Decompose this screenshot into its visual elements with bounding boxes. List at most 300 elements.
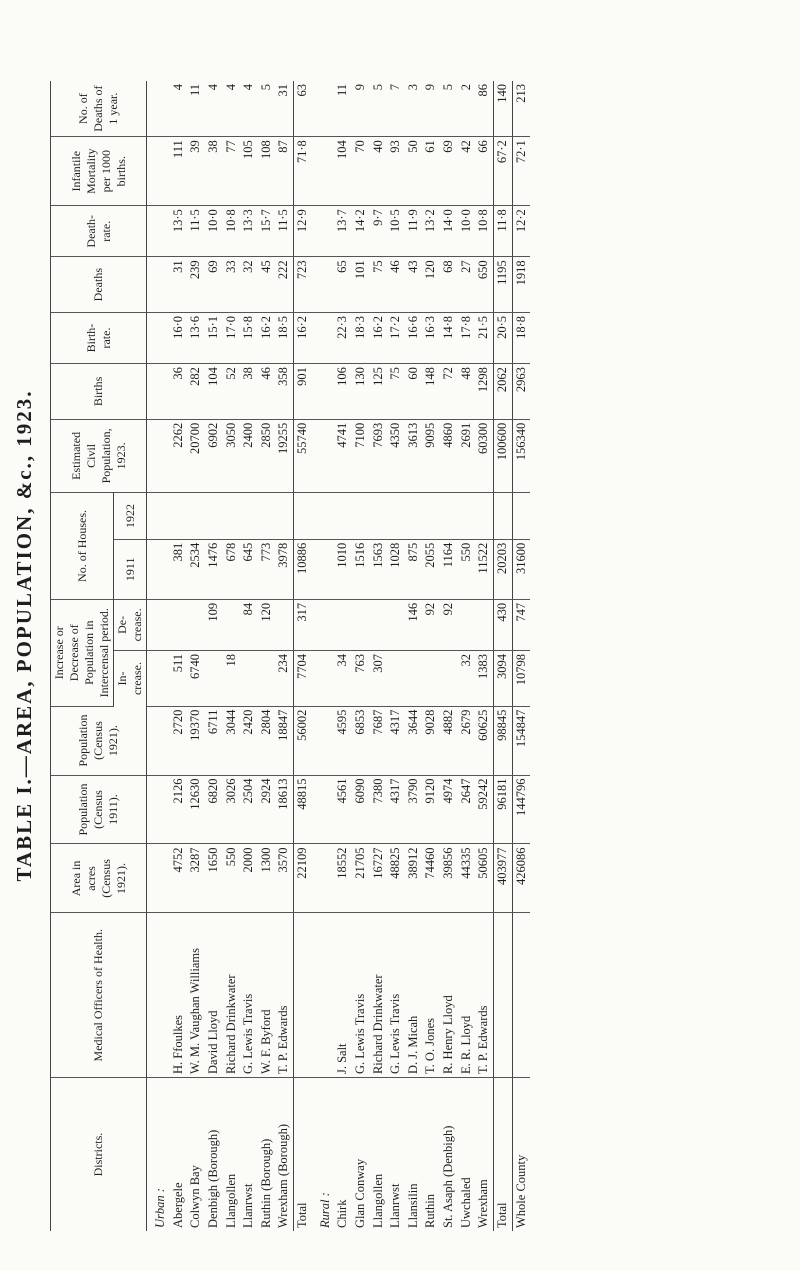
cell-p1911: 4317 [387,775,405,844]
empty-cell [147,206,170,257]
cell-est: 2850 [258,419,276,492]
district-name: Uwchaled [458,1177,473,1228]
decrease-subheader: De- crease. [114,599,147,650]
cell-deaths: 65 [334,257,352,313]
cell-br: 17·8 [458,312,476,363]
district-name: Llangollen [370,1173,385,1228]
district-name: Llangollen [223,1173,238,1228]
district-name: Total [493,1078,512,1231]
cell-est: 20700 [187,419,205,492]
empty-cell [147,650,170,706]
cell-h1922 [387,493,405,540]
cell-dec: 120 [258,599,276,650]
cell-br: 16·2 [258,312,276,363]
cell-br: 13·6 [187,312,205,363]
empty-cell [147,539,170,599]
district-name: Abergele [170,1182,185,1228]
cell-inf: 50 [405,137,423,206]
cell-br: 20·5 [493,312,512,363]
empty-cell [147,419,170,492]
cell-p1911: 96181 [493,775,512,844]
cell-inc [440,650,458,706]
cell-inc [405,650,423,706]
empty-cell [147,844,170,913]
cell-area: 403977 [493,844,512,913]
cell-dr: 10·0 [205,206,223,257]
empty-cell [312,364,335,420]
cell-p1921: 60625 [475,706,493,775]
rural-total-row [493,81,512,1231]
empty-cell [312,539,335,599]
table-row [422,81,440,1231]
cell-area: 38912 [405,844,423,913]
area-population-table [50,81,530,1231]
cell-area: 4752 [170,844,188,913]
medical-officer-name: Richard Drinkwater [370,913,388,1078]
cell-d1: 5 [440,81,458,137]
district-name: Denbigh (Borough) [205,1129,220,1228]
cell-p1921: 56002 [294,706,312,775]
cell-births: 52 [223,364,241,420]
cell-deaths: 69 [205,257,223,313]
cell-br: 16·2 [294,312,312,363]
cell-d1: 4 [223,81,241,137]
table-row [440,81,458,1231]
cell-inf: 69 [440,137,458,206]
cell-inc [205,650,223,706]
cell-area: 48825 [387,844,405,913]
cell-dec: 92 [440,599,458,650]
district-name: Llanrwst [241,1183,256,1228]
medical-officer-name: Richard Drinkwater [223,913,241,1078]
cell-h1922 [223,493,241,540]
cell-inc: 3094 [493,650,512,706]
cell-inf: 42 [458,137,476,206]
cell-h1922 [475,493,493,540]
cell-dec: 747 [512,599,530,650]
death-rate-header: Death- rate. [51,206,147,257]
empty-cell [312,493,335,540]
table-row [205,81,223,1231]
cell-dr: 9·7 [370,206,388,257]
empty-cell [147,312,170,363]
district-name: Ruthin (Borough) [258,1138,273,1228]
cell-p1921: 19370 [187,706,205,775]
cell-h1911: 381 [170,539,188,599]
cell-area: 21705 [352,844,370,913]
cell-h1922 [352,493,370,540]
table-row [275,81,293,1231]
empty-cell [147,706,170,775]
cell-deaths: 43 [405,257,423,313]
table-row [223,81,241,1231]
table-row [475,81,493,1231]
cell-h1911: 645 [240,539,258,599]
empty-cell [147,364,170,420]
cell-dr: 13·2 [422,206,440,257]
district-name: Whole County [512,1078,530,1231]
cell-dec [370,599,388,650]
cell-deaths: 1195 [493,257,512,313]
cell-births: 130 [352,364,370,420]
cell-dr: 12·2 [512,206,530,257]
cell-inc: 34 [334,650,352,706]
cell-births: 75 [387,364,405,420]
cell-est: 60300 [475,419,493,492]
cell-est: 7693 [370,419,388,492]
districts-header: Districts. [51,1078,147,1231]
cell-d1: 5 [258,81,276,137]
empty-cell [312,599,335,650]
cell-deaths: 723 [294,257,312,313]
cell-dec: 92 [422,599,440,650]
cell-d1: 4 [205,81,223,137]
cell-p1911: 48815 [294,775,312,844]
cell-deaths: 31 [170,257,188,313]
cell-deaths: 33 [223,257,241,313]
empty-cell [493,913,512,1078]
table-row [334,81,352,1231]
cell-deaths: 68 [440,257,458,313]
cell-d1: 11 [334,81,352,137]
cell-p1921: 6853 [352,706,370,775]
cell-births: 901 [294,364,312,420]
cell-dec: 109 [205,599,223,650]
cell-inc: 7704 [294,650,312,706]
cell-dec [275,599,293,650]
table-row [170,81,188,1231]
cell-births: 1298 [475,364,493,420]
cell-d1: 2 [458,81,476,137]
cell-d1: 140 [493,81,512,137]
cell-dr: 10·8 [223,206,241,257]
cell-h1911: 678 [223,539,241,599]
urban-total-row [294,81,312,1231]
cell-dec [223,599,241,650]
cell-d1: 9 [352,81,370,137]
cell-d1: 31 [275,81,293,137]
cell-p1911: 59242 [475,775,493,844]
cell-deaths: 46 [387,257,405,313]
cell-births: 38 [240,364,258,420]
cell-births: 36 [170,364,188,420]
empty-cell [312,257,335,313]
cell-births: 2963 [512,364,530,420]
empty-cell [147,493,170,540]
cell-inc: 18 [223,650,241,706]
cell-est: 4741 [334,419,352,492]
cell-p1911: 144796 [512,775,530,844]
cell-area: 3287 [187,844,205,913]
cell-p1921: 154847 [512,706,530,775]
cell-dr: 11·5 [187,206,205,257]
empty-cell [312,419,335,492]
cell-dr: 13·7 [334,206,352,257]
cell-dr: 14·2 [352,206,370,257]
cell-inc: 10798 [512,650,530,706]
cell-h1922 [240,493,258,540]
cell-dec [387,599,405,650]
empty-cell [147,599,170,650]
district-name: Llanrwst [388,1183,403,1228]
cell-inc [240,650,258,706]
cell-inf: 38 [205,137,223,206]
cell-d1: 4 [240,81,258,137]
cell-deaths: 101 [352,257,370,313]
cell-est: 6902 [205,419,223,492]
cell-dr: 11·9 [405,206,423,257]
cell-est: 3613 [405,419,423,492]
district-name: Total [294,1078,312,1231]
cell-p1921: 2720 [170,706,188,775]
cell-inf: 87 [275,137,293,206]
cell-d1: 213 [512,81,530,137]
cell-h1922 [275,493,293,540]
cell-inf: 39 [187,137,205,206]
cell-inf: 105 [240,137,258,206]
table-row [387,81,405,1231]
empty-cell [312,650,335,706]
cell-p1921: 18847 [275,706,293,775]
cell-h1911: 2534 [187,539,205,599]
cell-deaths: 32 [240,257,258,313]
cell-p1921: 2804 [258,706,276,775]
cell-area: 3570 [275,844,293,913]
cell-inc [387,650,405,706]
district-name: Chirk [335,1199,350,1228]
cell-br: 16·6 [405,312,423,363]
cell-p1921: 3644 [405,706,423,775]
cell-dec [170,599,188,650]
cell-deaths: 45 [258,257,276,313]
cell-inf: 61 [422,137,440,206]
cell-inc: 511 [170,650,188,706]
cell-br: 22·3 [334,312,352,363]
cell-br: 16·3 [422,312,440,363]
cell-h1922 [334,493,352,540]
births-header: Births [51,364,147,420]
cell-p1921: 3044 [223,706,241,775]
medical-officer-name: G. Lewis Travis [352,913,370,1078]
cell-d1: 3 [405,81,423,137]
cell-dr: 10·5 [387,206,405,257]
cell-p1921: 6711 [205,706,223,775]
cell-est: 4860 [440,419,458,492]
table-body [147,81,531,1231]
cell-births: 60 [405,364,423,420]
cell-h1911: 2055 [422,539,440,599]
district-name: Wrexham [476,1179,491,1228]
cell-h1911: 1010 [334,539,352,599]
medical-officer-name: T. P. Edwards [475,913,493,1078]
cell-h1922 [205,493,223,540]
district-name: Wrexham (Borough) [276,1124,291,1228]
table-row [352,81,370,1231]
cell-d1: 86 [475,81,493,137]
cell-deaths: 1918 [512,257,530,313]
estimated-population-header: Estimated Civil Population, 1923. [51,419,147,492]
cell-br: 21·5 [475,312,493,363]
cell-inc: 32 [458,650,476,706]
cell-area: 426086 [512,844,530,913]
cell-inc: 1383 [475,650,493,706]
cell-est: 2691 [458,419,476,492]
cell-deaths: 650 [475,257,493,313]
cell-d1: 63 [294,81,312,137]
empty-cell [147,913,170,1078]
cell-deaths: 75 [370,257,388,313]
cell-h1922 [422,493,440,540]
section-label: Urban : [153,1188,167,1228]
cell-h1911: 11522 [475,539,493,599]
increase-subheader: In- crease. [114,650,147,706]
empty-cell [147,137,170,206]
cell-br: 15·8 [240,312,258,363]
cell-dec [352,599,370,650]
cell-p1911: 2924 [258,775,276,844]
cell-inf: 72·1 [512,137,530,206]
medical-officer-name: G. Lewis Travis [387,913,405,1078]
section-row [147,81,170,1231]
cell-area: 16727 [370,844,388,913]
cell-dr: 10·8 [475,206,493,257]
cell-est: 55740 [294,419,312,492]
cell-dec [458,599,476,650]
cell-deaths: 120 [422,257,440,313]
cell-h1911: 3978 [275,539,293,599]
cell-p1911: 4974 [440,775,458,844]
district-name: St. Asaph (Denbigh) [441,1125,455,1228]
birth-rate-header: Birth- rate. [51,312,147,363]
cell-inf: 66 [475,137,493,206]
houses-header: No. of Houses. [51,493,114,600]
deaths-header: Deaths [51,257,147,313]
cell-est: 3050 [223,419,241,492]
cell-inf: 40 [370,137,388,206]
medical-officer-name: J. Salt [334,913,352,1078]
cell-inc: 6740 [187,650,205,706]
cell-dr: 14·0 [440,206,458,257]
medical-officer-name: W. F. Byford [258,913,276,1078]
cell-est: 4350 [387,419,405,492]
cell-br: 16·2 [370,312,388,363]
empty-cell [147,81,170,137]
medical-officer-name: G. Lewis Travis [240,913,258,1078]
empty-cell [512,913,530,1078]
cell-p1911: 4561 [334,775,352,844]
cell-h1922 [258,493,276,540]
empty-cell [312,913,335,1078]
cell-p1911: 3790 [405,775,423,844]
population-1911-header: Population (Census 1911). [51,775,147,844]
cell-d1: 4 [170,81,188,137]
cell-dec: 146 [405,599,423,650]
cell-h1922 [370,493,388,540]
cell-births: 46 [258,364,276,420]
empty-cell [312,206,335,257]
cell-h1922 [187,493,205,540]
cell-births: 2062 [493,364,512,420]
empty-cell [294,913,312,1078]
cell-p1911: 18613 [275,775,293,844]
cell-p1911: 12630 [187,775,205,844]
cell-births: 358 [275,364,293,420]
cell-p1921: 7687 [370,706,388,775]
cell-est: 2262 [170,419,188,492]
cell-dr: 11·5 [275,206,293,257]
district-name: Llansilin [405,1183,420,1228]
cell-d1: 7 [387,81,405,137]
cell-dec [334,599,352,650]
cell-h1911: 10886 [294,539,312,599]
cell-births: 48 [458,364,476,420]
cell-inc [422,650,440,706]
cell-h1911: 31600 [512,539,530,599]
cell-dr: 13·3 [240,206,258,257]
cell-area: 22109 [294,844,312,913]
cell-h1922 [170,493,188,540]
cell-dr: 10·0 [458,206,476,257]
empty-cell [312,775,335,844]
cell-d1: 9 [422,81,440,137]
cell-br: 15·1 [205,312,223,363]
empty-cell [147,775,170,844]
cell-p1921: 9028 [422,706,440,775]
cell-area: 18552 [334,844,352,913]
cell-deaths: 27 [458,257,476,313]
cell-inc: 234 [275,650,293,706]
cell-inf: 67·2 [493,137,512,206]
cell-p1921: 98845 [493,706,512,775]
cell-inc: 763 [352,650,370,706]
cell-deaths: 239 [187,257,205,313]
houses-1922-subheader: 1922 [114,493,147,540]
cell-dec [187,599,205,650]
cell-h1911: 550 [458,539,476,599]
cell-br: 17·2 [387,312,405,363]
cell-area: 74460 [422,844,440,913]
cell-p1921: 4317 [387,706,405,775]
medical-officer-name: R. Henry Lloyd [440,913,458,1078]
cell-dr: 15·7 [258,206,276,257]
table-row [405,81,423,1231]
cell-inc [258,650,276,706]
cell-inf: 77 [223,137,241,206]
cell-inf: 104 [334,137,352,206]
empty-cell [312,137,335,206]
section-label: Rural : [317,1192,332,1228]
district-name: Glan Conway [352,1158,367,1228]
table-row [240,81,258,1231]
cell-deaths: 222 [275,257,293,313]
cell-births: 106 [334,364,352,420]
cell-est: 156340 [512,419,530,492]
cell-inc: 307 [370,650,388,706]
population-1921-header: Population (Census 1921). [51,706,147,775]
cell-dec [475,599,493,650]
cell-area: 1650 [205,844,223,913]
cell-area: 50605 [475,844,493,913]
medical-officer-name: T. O. Jones [422,913,440,1078]
cell-dr: 12·9 [294,206,312,257]
cell-dec: 430 [493,599,512,650]
empty-cell [312,312,335,363]
cell-p1921: 2679 [458,706,476,775]
medical-officer-name: H. Ffoulkes [170,913,188,1078]
cell-inf: 70 [352,137,370,206]
cell-d1: 5 [370,81,388,137]
cell-inf: 111 [170,137,188,206]
